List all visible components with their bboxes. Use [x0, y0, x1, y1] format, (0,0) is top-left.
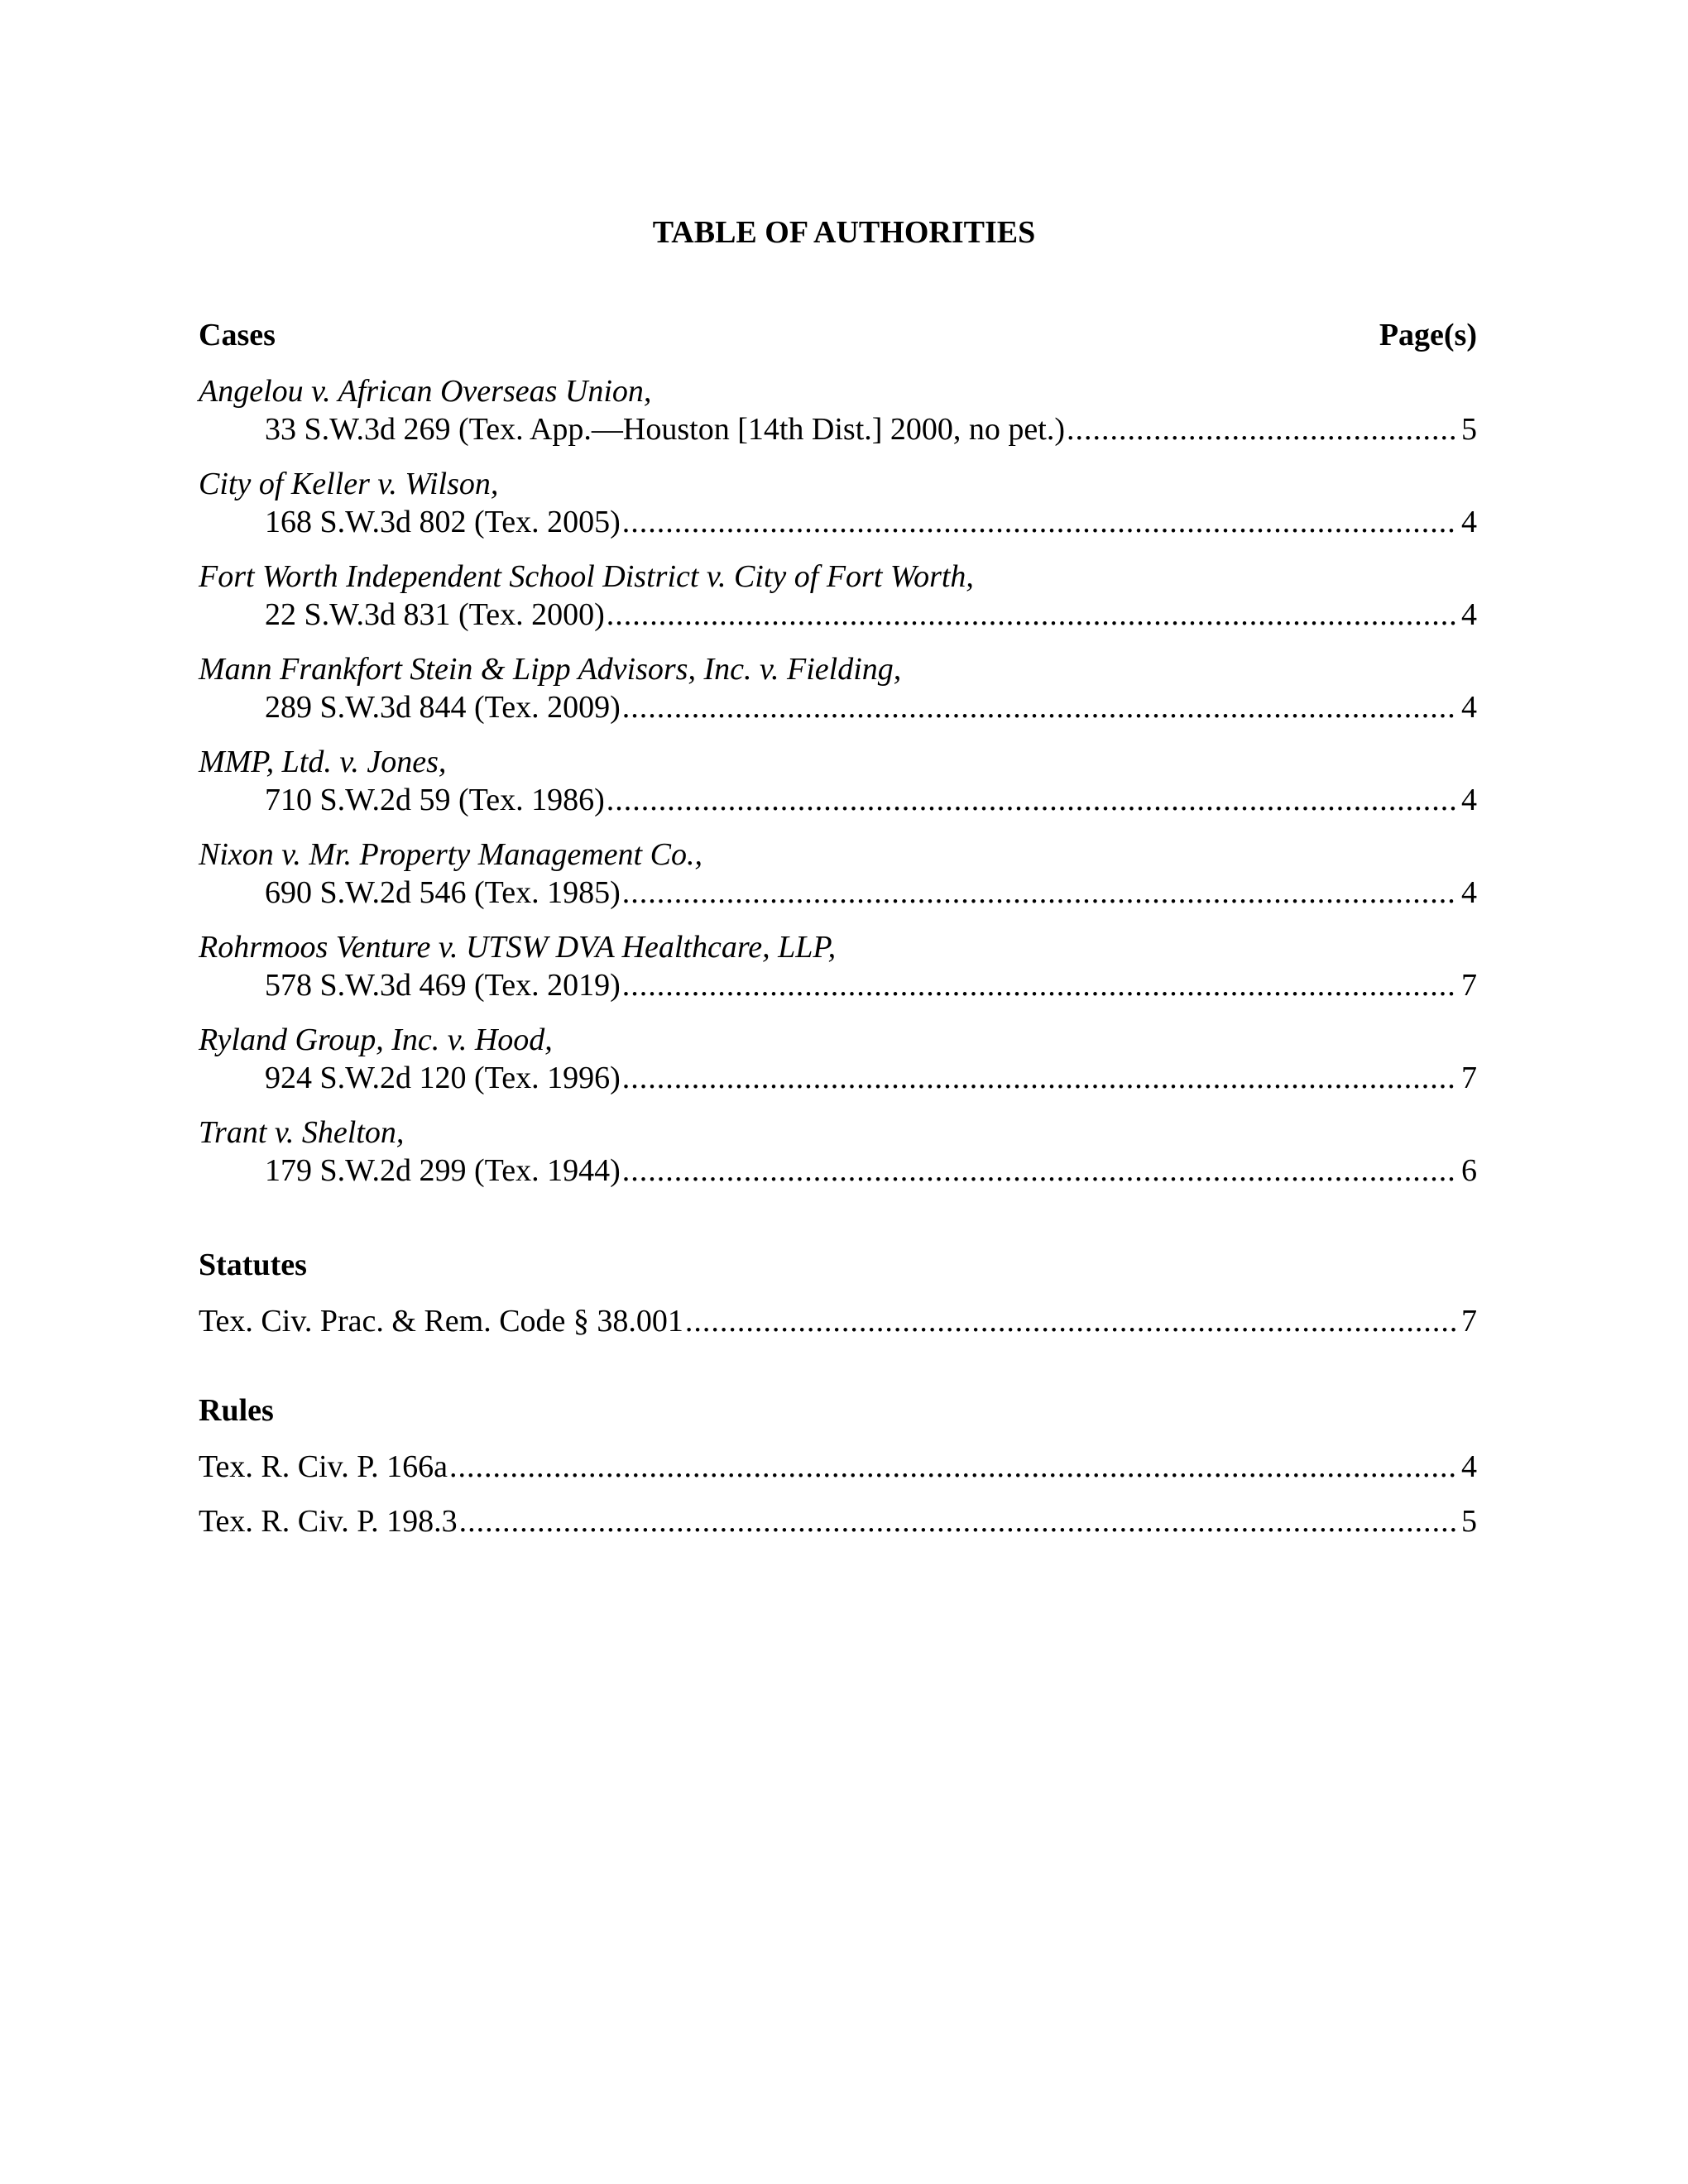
statutes-heading: Statutes	[199, 1248, 307, 1282]
case-entry	[199, 1114, 1477, 1190]
page-number: 4	[1461, 1449, 1477, 1484]
case-entry	[199, 558, 1477, 634]
dot-leader	[622, 966, 1458, 1004]
case-citation-line	[199, 1059, 1477, 1097]
case-citation: 179 S.W.2d 299 (Tex. 1944)	[265, 1153, 621, 1188]
dot-leader	[607, 781, 1458, 819]
page-number: 4	[1461, 505, 1477, 539]
statute-citation: Tex. Civ. Prac. & Rem. Code § 38.001	[199, 1304, 683, 1339]
dot-leader	[622, 1059, 1458, 1097]
case-citation-line	[199, 874, 1477, 912]
rule-citation-line	[199, 1448, 1477, 1486]
case-citation: 924 S.W.2d 120 (Tex. 1996)	[265, 1061, 621, 1095]
case-entry	[199, 836, 1477, 912]
page-number: 4	[1461, 597, 1477, 632]
case-citation: 33 S.W.3d 269 (Tex. App.—Houston [14th Dist.] 2000, no pet.)	[265, 412, 1066, 447]
cases-heading: Cases	[199, 318, 276, 352]
case-entry	[199, 650, 1477, 726]
dot-leader	[1067, 410, 1458, 448]
cases-header-row	[199, 313, 1477, 357]
dot-leader	[622, 503, 1458, 541]
rule-entry	[199, 1502, 1477, 1540]
rules-heading: Rules	[199, 1393, 274, 1428]
case-name: Nixon v. Mr. Property Management Co.,	[199, 837, 703, 872]
page-number: 4	[1461, 690, 1477, 725]
case-citation: 289 S.W.3d 844 (Tex. 2009)	[265, 690, 621, 725]
case-citation: 690 S.W.2d 546 (Tex. 1985)	[265, 875, 621, 910]
case-name: Ryland Group, Inc. v. Hood,	[199, 1023, 553, 1057]
case-citation-line	[199, 1152, 1477, 1190]
page-number: 7	[1461, 1304, 1477, 1339]
case-citation-line	[199, 781, 1477, 819]
dot-leader	[607, 596, 1458, 634]
case-entry	[199, 928, 1477, 1004]
page-number: 4	[1461, 783, 1477, 817]
case-entry	[199, 465, 1477, 541]
case-name: Rohrmoos Venture v. UTSW DVA Healthcare, LLP,	[199, 930, 837, 965]
page-number: 5	[1461, 412, 1477, 447]
page-number: 7	[1461, 968, 1477, 1003]
case-citation-line	[199, 966, 1477, 1004]
rule-citation: Tex. R. Civ. P. 198.3	[199, 1504, 458, 1539]
case-name: City of Keller v. Wilson,	[199, 467, 499, 501]
case-name: Fort Worth Independent School District v. City of Fort Worth,	[199, 559, 974, 594]
dot-leader	[622, 1152, 1458, 1190]
page-number: 6	[1461, 1153, 1477, 1188]
case-entry	[199, 1021, 1477, 1097]
case-citation-line	[199, 410, 1477, 448]
dot-leader	[685, 1302, 1458, 1340]
cases-list	[199, 372, 1477, 1206]
dot-leader	[622, 874, 1458, 912]
case-name: Angelou v. African Overseas Union,	[199, 374, 652, 409]
case-name: MMP, Ltd. v. Jones,	[199, 745, 447, 779]
statute-citation-line	[199, 1302, 1477, 1340]
case-citation: 710 S.W.2d 59 (Tex. 1986)	[265, 783, 605, 817]
page-number: 7	[1461, 1061, 1477, 1095]
rule-entry	[199, 1448, 1477, 1486]
rules-list	[199, 1448, 1477, 1557]
statutes-list	[199, 1302, 1477, 1357]
rule-citation: Tex. R. Civ. P. 166a	[199, 1449, 448, 1484]
case-citation: 578 S.W.3d 469 (Tex. 2019)	[265, 968, 621, 1003]
rule-citation-line	[199, 1502, 1477, 1540]
page-title: TABLE OF AUTHORITIES	[652, 215, 1036, 250]
case-citation-line	[199, 596, 1477, 634]
case-name: Trant v. Shelton,	[199, 1115, 405, 1150]
case-citation: 22 S.W.3d 831 (Tex. 2000)	[265, 597, 605, 632]
case-entry	[199, 743, 1477, 819]
case-citation: 168 S.W.3d 802 (Tex. 2005)	[265, 505, 621, 539]
dot-leader	[622, 688, 1458, 726]
case-citation-line	[199, 503, 1477, 541]
dot-leader	[459, 1502, 1458, 1540]
page-number: 5	[1461, 1504, 1477, 1539]
case-citation-line	[199, 688, 1477, 726]
dot-leader	[449, 1448, 1458, 1486]
case-entry	[199, 372, 1477, 448]
pages-heading: Page(s)	[1379, 318, 1477, 352]
case-name: Mann Frankfort Stein & Lipp Advisors, Inc. v. Fielding,	[199, 652, 902, 687]
page-number: 4	[1461, 875, 1477, 910]
statute-entry	[199, 1302, 1477, 1340]
